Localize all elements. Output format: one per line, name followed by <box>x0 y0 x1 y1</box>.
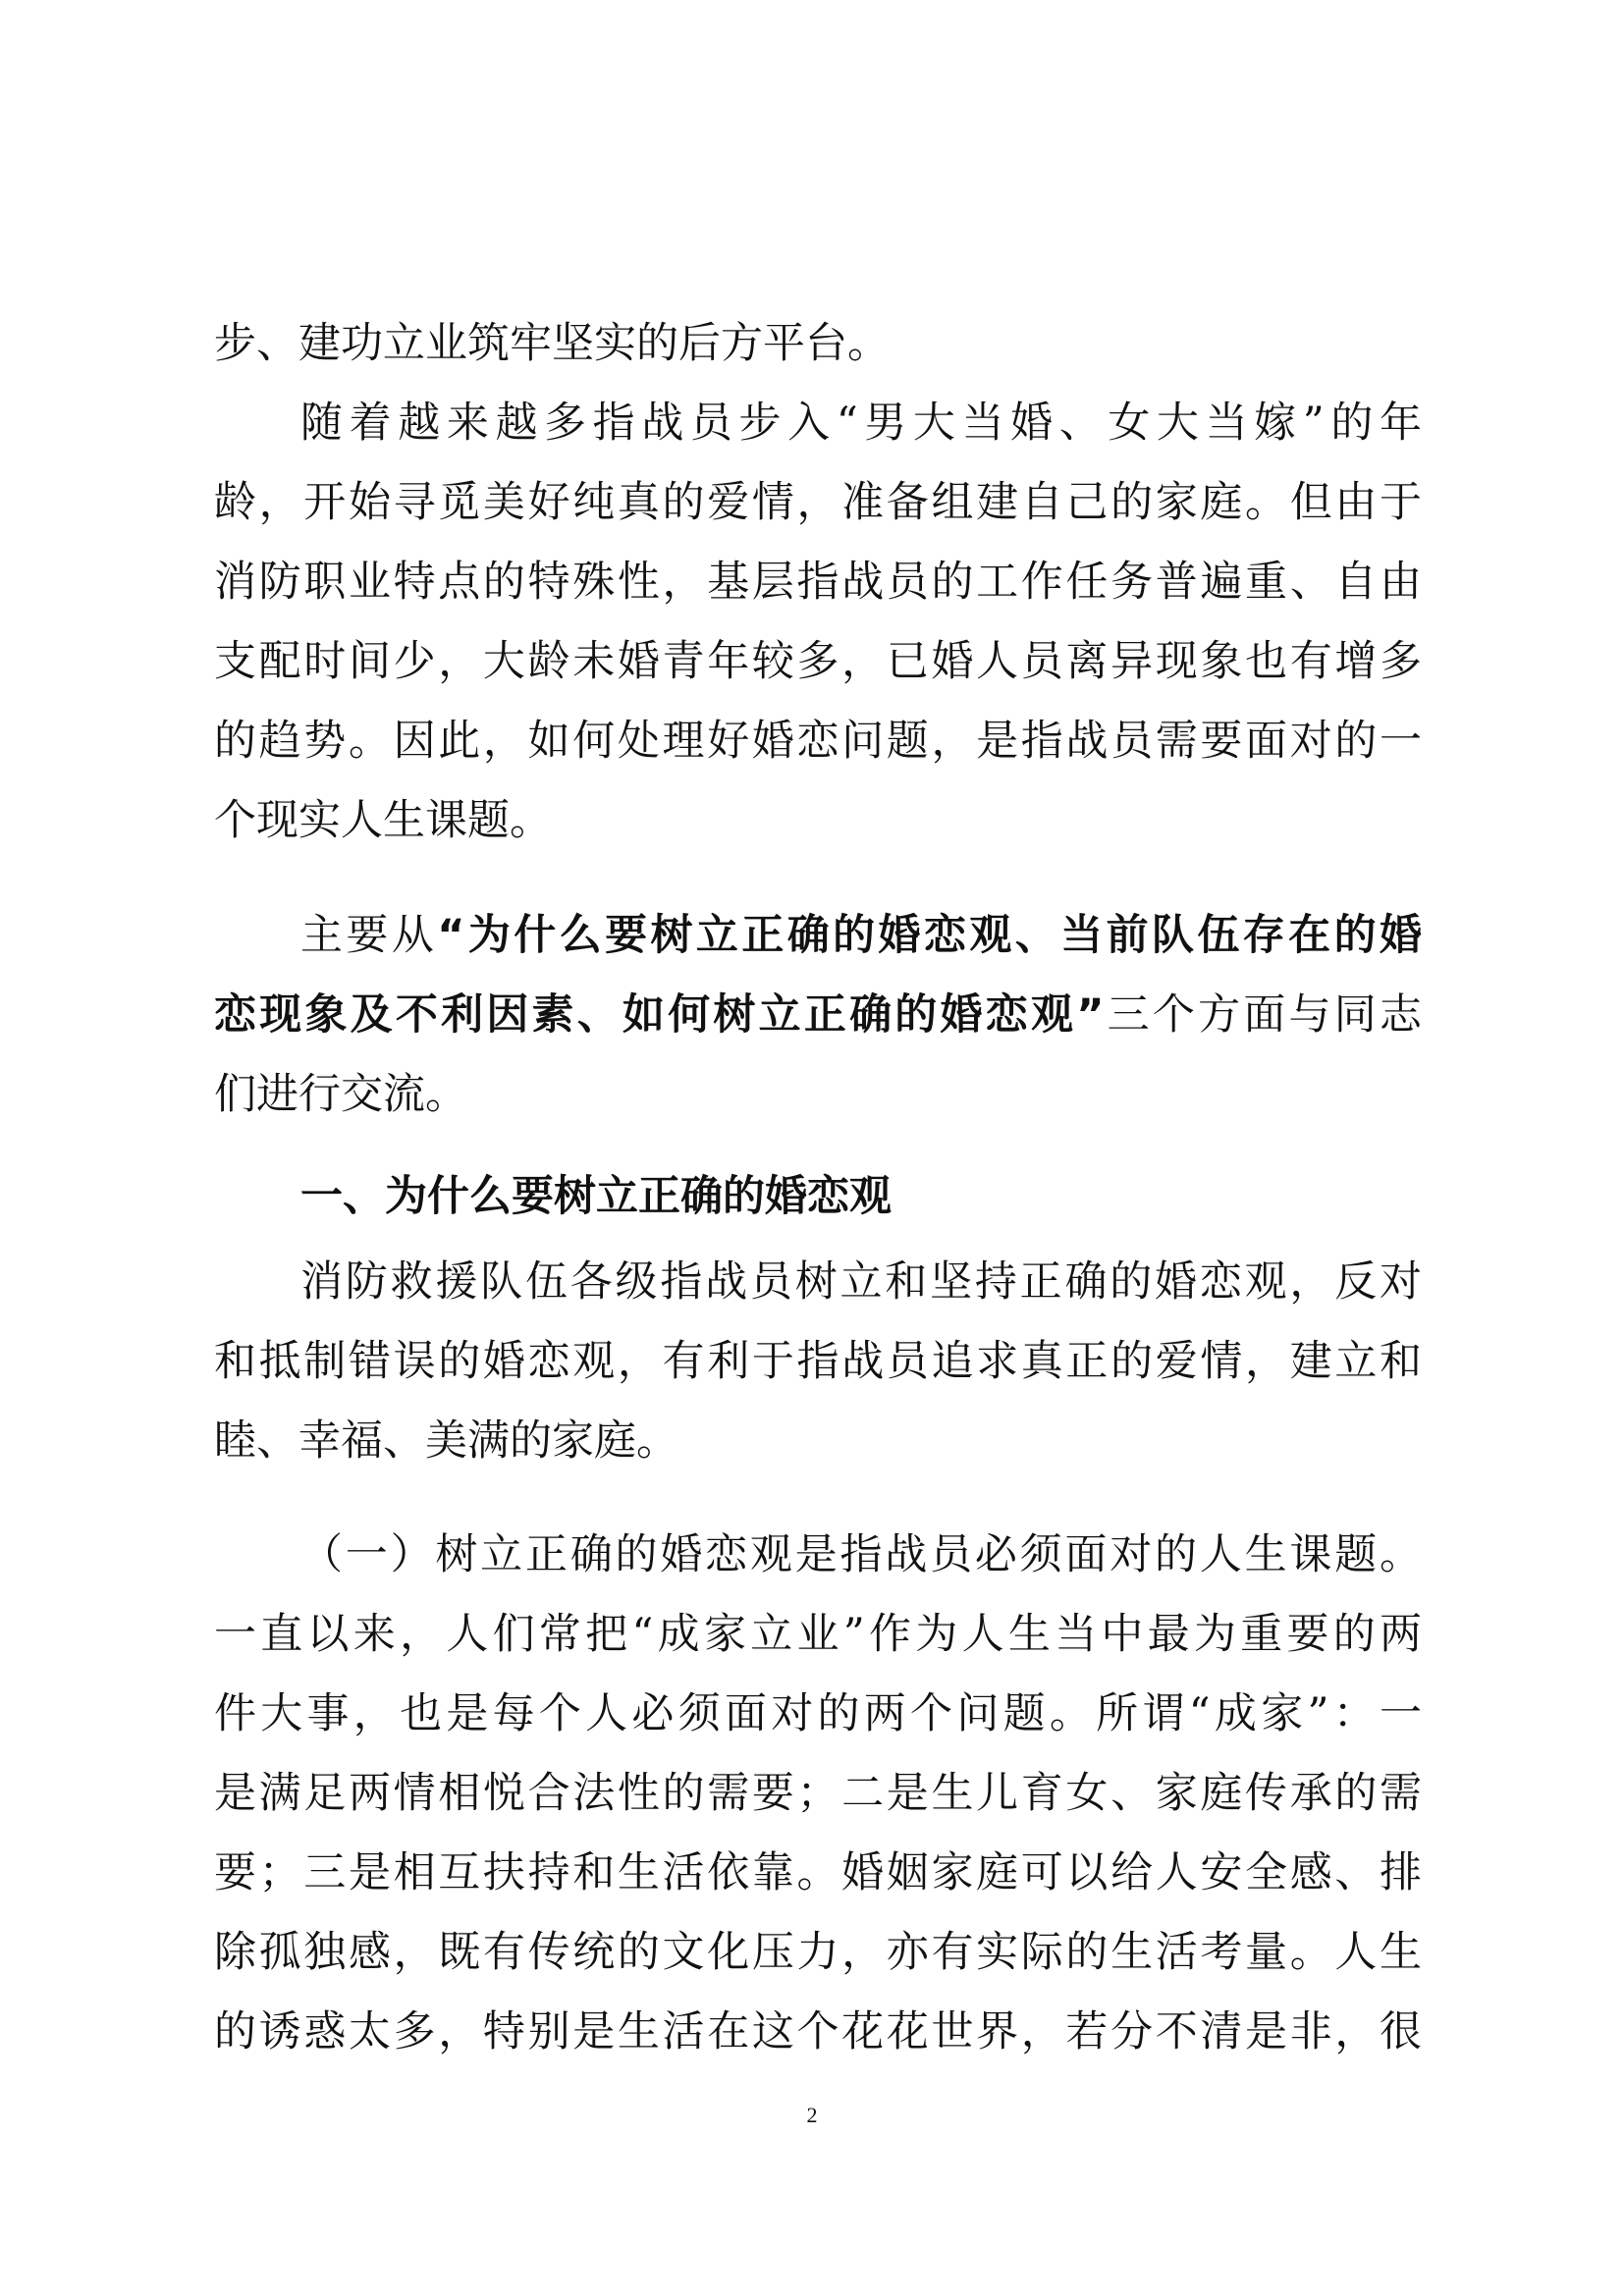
paragraph-line: 随着越来越多指战员步入“男大当婚、女大当嫁”的年 <box>300 399 1422 448</box>
bold-text-run: 恋现象及不利因素、如何树立正确的婚恋观” <box>214 990 1105 1040</box>
text-run: 三个方面与同志 <box>1104 990 1422 1040</box>
paragraph-line: 消防职业特点的特殊性，基层指战员的工作任务普遍重、自由 <box>214 558 1422 607</box>
paragraph-line: 和抵制错误的婚恋观，有利于指战员追求真正的爱情，建立和 <box>214 1337 1422 1386</box>
page-number: 2 <box>806 2103 818 2127</box>
paragraph-line: 睦、幸福、美满的家庭。 <box>214 1416 678 1466</box>
paragraph-line: 们进行交流。 <box>214 1070 467 1119</box>
bold-text-run: “为什么要树立正确的婚恋观、当前队伍存在的婚 <box>437 911 1422 960</box>
paragraph-line: 一直以来，人们常把“成家立业”作为人生当中最为重要的两 <box>214 1610 1422 1659</box>
paragraph-line: 支配时间少，大龄未婚青年较多，已婚人员离异现象也有增多 <box>214 637 1422 686</box>
paragraph-line: 是满足两情相悦合法性的需要；二是生儿育女、家庭传承的需 <box>214 1769 1422 1818</box>
paragraph-line <box>300 906 1422 965</box>
paragraph-line: 消防救援队伍各级指战员树立和坚持正确的婚恋观，反对 <box>300 1257 1422 1307</box>
paragraph-line: 的趋势。因此，如何处理好婚恋问题，是指战员需要面对的一 <box>214 717 1422 766</box>
paragraph-line: 件大事，也是每个人必须面对的两个问题。所谓“成家”：一 <box>214 1689 1422 1738</box>
paragraph-line: 的诱惑太多，特别是生活在这个花花世界，若分不清是非，很 <box>214 2007 1422 2056</box>
paragraph-line: （一）树立正确的婚恋观是指战员必须面对的人生课题。 <box>300 1530 1422 1579</box>
paragraph-line: 要；三是相互扶持和生活依靠。婚姻家庭可以给人安全感、排 <box>214 1848 1422 1897</box>
paragraph-line: 个现实人生课题。 <box>214 796 552 845</box>
section-heading: 一、为什么要树立正确的婚恋观 <box>300 1172 892 1221</box>
paragraph-line <box>214 986 1422 1044</box>
paragraph-line: 除孤独感，既有传统的文化压力，亦有实际的生活考量。人生 <box>214 1928 1422 1977</box>
paragraph-line: 龄，开始寻觅美好纯真的爱情，准备组建自己的家庭。但由于 <box>214 478 1422 527</box>
text-run: 主要从 <box>300 911 438 960</box>
paragraph-line: 步、建功立业筑牢坚实的后方平台。 <box>214 319 890 368</box>
